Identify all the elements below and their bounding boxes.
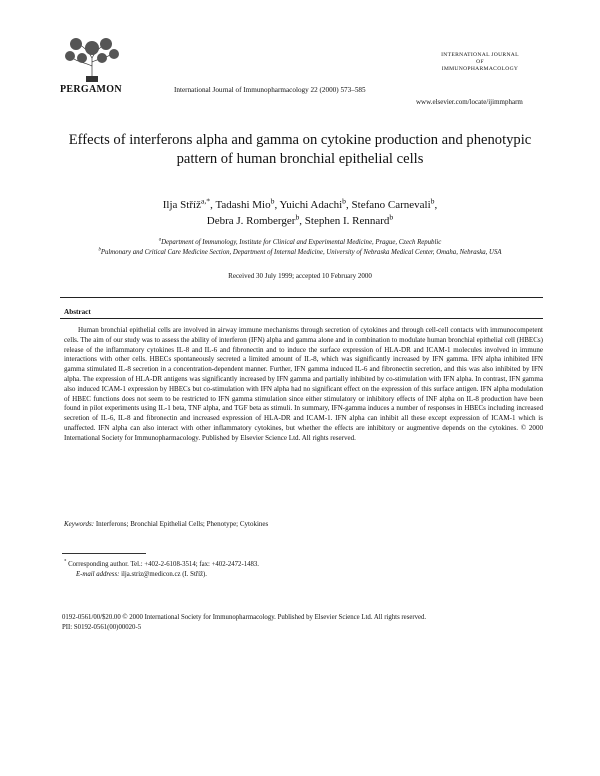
copyright-line: 0192-0561/00/$20.00 © 2000 International Society for Immunopharmacology. Published by Elsevier Science Ltd. All rights reserved. <box>62 614 427 621</box>
journal-url[interactable]: www.elsevier.com/locate/ijimmpharm <box>416 98 523 106</box>
abstract-text: Human bronchial epithelial cells are involved in airway immune mechanisms through secretion of cytokines and through cell-cell contacts with immunocompetent cells. The aim of our study was to assess the ability of interferon (IFN) alpha and gamma alone and in combination to modulate human bronchial epithelial cell (HBECs) release of the inflammatory cytokines IL-8 and IL-6 and fibronectin and to induce the surface expression of HLA-DR and ICAM-1 molecules involved in immune interactions with other cells. HBECs spontaneously secreted a limited amount of IL-8, which was significantly increased by IFN gamma. IFN alpha inhibited IFN gamma stimulated IL-8 secretion in a concentration-dependent manner. Further, IFN gamma induced IL-6 and fibronectin secretion, and this was also inhibited by IFN alpha. The expression of HLA-DR antigens was significantly increased by IFN gamma and partially inhibited by co-stimulation with IFN alpha. In contrast, IFN gamma also induced ICAM-1 expression by HBECs but co-stimulation with IFN alpha had no significant effect on the expression of this surface antigen. IFN alpha modulation of HBEC functions does not seem to be restricted to IFN gamma stimulation since either stimulatory or inhibitory effects of INF alpha on IL-8 production have been found in pilot experiments using IL-1 beta, TNF alpha, and TGF beta as stimuli. In summary, IFN-gamma induces a number of responses in HBECs including increased secretion of IL-6, IL-8 and fibronectin and increased expression of HLA-DR and ICAM-1. IFN alpha can inhibit all these except expression of ICAM-1 which is unaffected. IFN alpha can also interact with other inflammatory cytokines, but whether the effects are inhibitory or augmentive depends on the cytokines. © 2000 International Society for Immunopharmacology. Published by Elsevier Science Ltd. All rights reserved. <box>64 326 543 442</box>
journal-title <box>425 52 535 73</box>
keywords <box>64 520 268 528</box>
email-line: E-mail address: ilja.striz@medicon.cz (I. Stříž). <box>76 570 207 578</box>
author: Debra J. Romberger$^b$, <box>206 212 305 227</box>
author: Yuichi Adachi$^b$, <box>279 196 352 211</box>
pii-line: PII: S0192-0561(00)00020-5 <box>62 624 142 631</box>
author: Stephen I. Rennard$^b$ <box>304 212 394 227</box>
abstract-heading: Abstract <box>64 308 91 316</box>
affiliations <box>60 238 540 258</box>
author: Stefano Carnevali$^b$, <box>351 196 438 211</box>
received-date: Received 30 July 1999; accepted 10 February 2000 <box>228 272 372 280</box>
corresponding-author: * Corresponding author. Tel.: +402-2-6108-3514; fax: +402-2472-1483. <box>64 559 260 568</box>
section-divider <box>60 297 543 298</box>
journal-title-line: INTERNATIONAL JOURNAL <box>441 52 519 58</box>
journal-title-line: IMMUNOPHARMACOLOGY <box>441 66 519 72</box>
affiliation: $^b$Pulmonary and Critical Care Medicine Section, Department of Internal Medicine, University of Nebraska Medical Center, Omaha, Nebraska, USA <box>98 247 502 256</box>
keywords-label: Keywords: <box>64 520 95 528</box>
journal-title-line: OF <box>476 59 484 65</box>
publisher-logo <box>62 36 122 84</box>
author-list <box>60 197 540 229</box>
article-title: Effects of interferons alpha and gamma on cytokine production and phenotypic pattern of human bronchial epithelial cells <box>68 132 532 167</box>
author: Ilja Stříž$^{a,*}$, <box>162 196 216 211</box>
affiliation: $^a$Department of Immunology, Institute for Clinical and Experimental Medicine, Prague, Czech Republic <box>158 237 442 246</box>
abstract-divider <box>60 318 543 319</box>
email-address[interactable]: ilja.striz@medicon.cz (I. Stříž). <box>121 570 207 578</box>
copyright <box>62 613 542 633</box>
footnote-divider <box>62 553 146 554</box>
keywords-text: Interferons; Bronchial Epithelial Cells; Phenotype; Cytokines <box>95 520 269 528</box>
footnote <box>64 560 294 579</box>
publisher-name: PERGAMON <box>60 84 122 95</box>
journal-citation: International Journal of Immunopharmacology 22 (2000) 573–585 <box>174 86 366 94</box>
author: Tadashi Mio$^b$, <box>215 196 280 211</box>
